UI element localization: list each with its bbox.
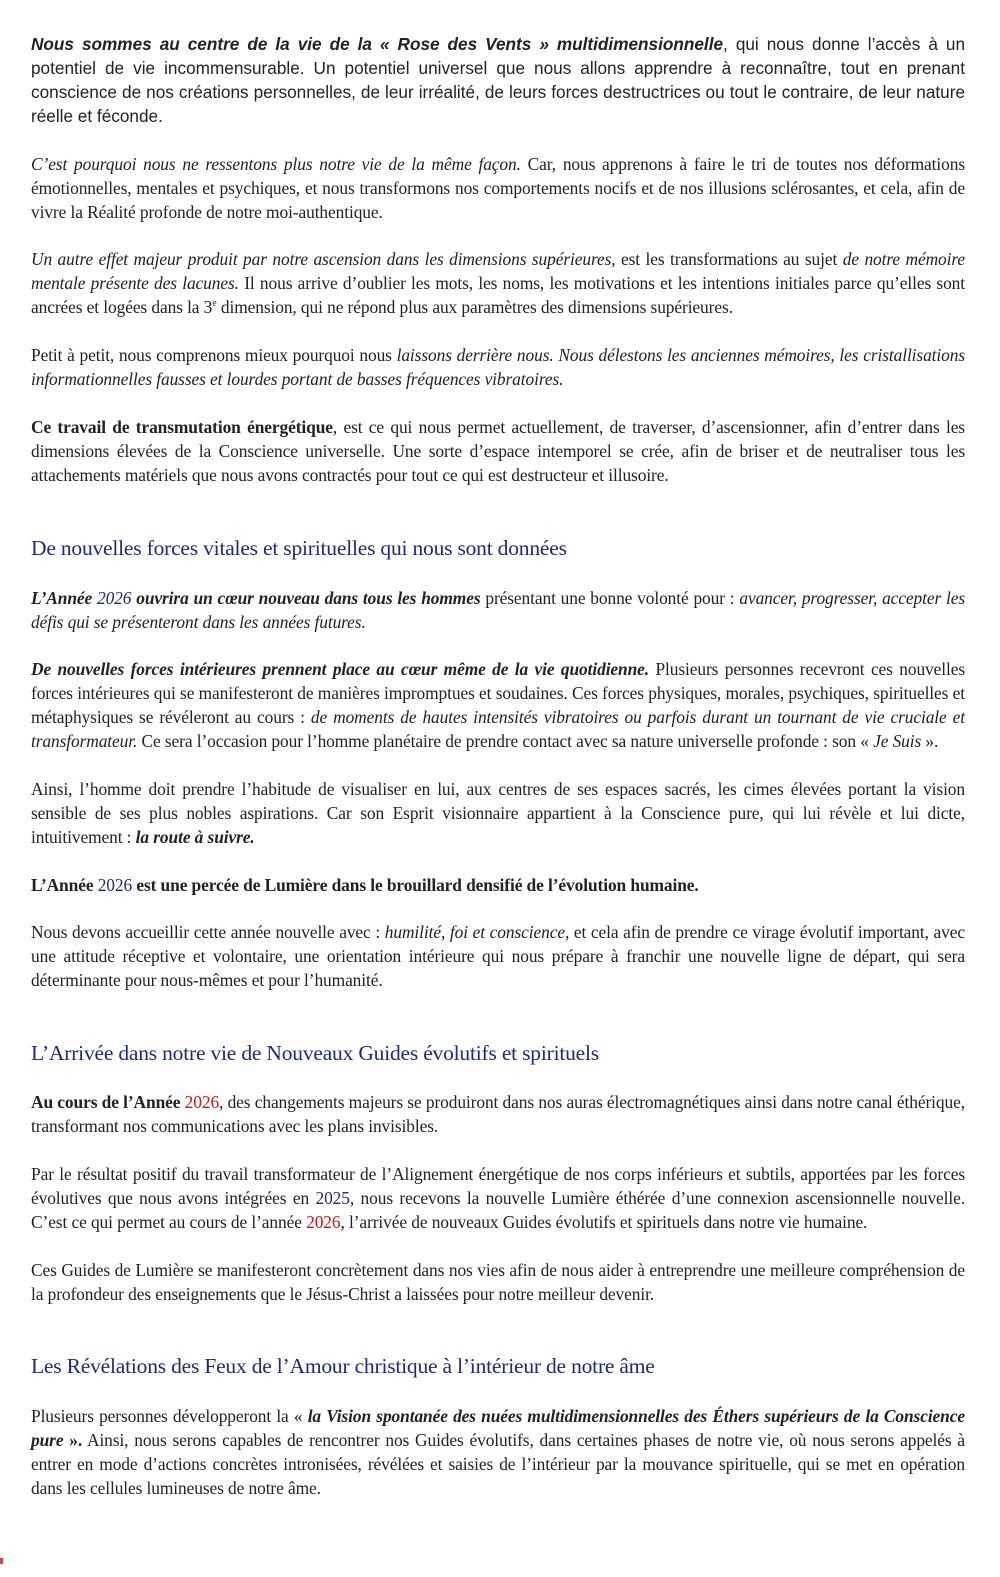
intro-paragraph: Nous sommes au centre de la vie de la « Rose des Vents » multidimensionnelle, qui nous donne l’accès à un potentiel de vie incommensurable. Un potentiel universel que nous allons apprendre à reconnaître, tout en prenant conscience de nos créations personnelles, de leur irréalité, de leurs forces destructrices ou tout le contraire, de leur nature réelle et féconde. (31, 34, 965, 126)
year-2026-red: 2026 (184, 1092, 220, 1112)
document-page (31, 32, 965, 1500)
paragraph-2: C’est pourquoi nous ne ressentons plus notre vie de la même façon. Car, nous apprenons à faire le tri de toutes nos déformations émotionnelles, mentales et psychiques, et nous transformons nos comportements nocifs et de nos illusions sclérosantes, et cela, afin de vivre la Réalité profonde de notre moi-authentique. (31, 154, 965, 222)
section1-paragraph-1: L’Année 2026 ouvrira un cœur nouveau dans tous les hommes présentant une bonne volonté pour : avancer, progresser, accepter les défis qui se présenteront dans les années futures. (31, 588, 965, 632)
year-2026-red: 2026 (306, 1212, 341, 1232)
paragraph-4: Petit à petit, nous comprenons mieux pourquoi nous laissons derrière nous. Nous délestons les anciennes mémoires, les cristallisations informationnelles fausses et lourdes portant de basses fréquences vibratoires. (31, 345, 965, 389)
section2-paragraph-3: Ces Guides de Lumière se manifesteront concrètement dans nos vies afin de nous aider à entreprendre une meilleure compréhension de la profondeur des enseignements que le Jésus-Christ a laissées pour notre meilleur devenir. (31, 1260, 965, 1304)
section1-paragraph-2: De nouvelles forces intérieures prennent place au cœur même de la vie quotidienne. Plusieurs personnes recevront ces nouvelles forces intérieures qui se manifesteront de manières impromptues et soudaines. Ces forces physiques, morales, psychiques, spirituelles et métaphysiques se révéleront au cours : de moments de hautes intensités vibratoires ou parfois durant un tournant de vie cruciale et transformateur. Ce sera l’occasion pour l’homme planétaire de prendre contact avec sa nature universelle profonde : son « Je Suis ». (31, 659, 965, 751)
intro-lead: Nous sommes au centre de la vie de la « Rose des Vents » multidimensionnelle (31, 34, 724, 54)
section-heading-1: De nouvelles forces vitales et spirituelles qui nous sont données (31, 536, 567, 560)
section1-paragraph-5: Nous devons accueillir cette année nouvelle avec : humilité, foi et conscience, et cela afin de prendre ce virage évolutif important, avec une attitude réceptive et volontaire, une orientation intérieure qui nous prépare à franchir une nouvelle ligne de départ, qui sera déterminante pour nous-mêmes et pour l’humanité. (31, 922, 966, 990)
section2-paragraph-2: Par le résultat positif du travail transformateur de l’Alignement énergétique de nos corps inférieurs et subtils, apportées par les forces évolutives que nous avons intégrées en 2025, nous recevons la nouvelle Lumière éthérée d’une connexion ascensionnelle nouvelle. C’est ce qui permet au cours de l’année 2026, l’arrivée de nouveaux Guides évolutifs et spirituels dans notre vie humaine. (31, 1164, 965, 1232)
year-2026: 2026 (97, 875, 133, 895)
section-heading-2: L’Arrivée dans notre vie de Nouveaux Guides évolutifs et spirituels (31, 1041, 599, 1065)
paragraph-5: Ce travail de transmutation énergétique, est ce qui nous permet actuellement, de traverser, d’ascensionner, afin d’entrer dans les dimensions élevées de la Conscience universelle. Une sorte d’espace intemporel se crée, afin de briser et de neutraliser tous les attachements matériels que nous avons contractés pour tout ce qui est destructeur et illusoire. (31, 417, 965, 485)
page-edge-mark (0, 1558, 3, 1564)
section2-paragraph-1: Au cours de l’Année 2026, des changements majeurs se produiront dans nos auras électromagnétiques ainsi dans notre canal éthérique, transformant nos communications avec les plans invisibles. (31, 1092, 965, 1136)
year-2025: 2025 (315, 1188, 350, 1208)
section-heading-3: Les Révélations des Feux de l’Amour christique à l’intérieur de notre âme (31, 1354, 655, 1378)
section1-paragraph-4: L’Année 2026 est une percée de Lumière dans le brouillard densifié de l’évolution humaine. (31, 875, 699, 895)
year-2026: 2026 (96, 588, 132, 608)
section3-paragraph-1: Plusieurs personnes développeront la « la Vision spontanée des nuées multidimensionnelles des Éthers supérieurs de la Conscience pure ». Ainsi, nous serons capables de rencontrer nos Guides évolutifs, dans certaines phases de notre vie, où nous serons appelés à entrer en mode d’actions concrètes intronisées, révélées et saisies de l’intérieur par la mouvance spirituelle, qui se met en opération dans les cellules lumineuses de notre âme. (31, 1406, 966, 1498)
section1-paragraph-3: Ainsi, l’homme doit prendre l’habitude de visualiser en lui, aux centres de ses espaces sacrés, les cimes élevées portant la vision sensible de ses plus nobles aspirations. Car son Esprit visionnaire appartient à la Conscience pure, qui lui révèle et lui dicte, intuitivement : la route à suivre. (31, 779, 965, 847)
paragraph-3: Un autre effet majeur produit par notre ascension dans les dimensions supérieures, est les transformations au sujet de notre mémoire mentale présente des lacunes. Il nous arrive d’oublier les mots, les noms, les motivations et les intentions initiales parce qu’elles sont ancrées et logées dans la 3e dimension, qui ne répond plus aux paramètres des dimensions supérieures. (31, 249, 966, 317)
